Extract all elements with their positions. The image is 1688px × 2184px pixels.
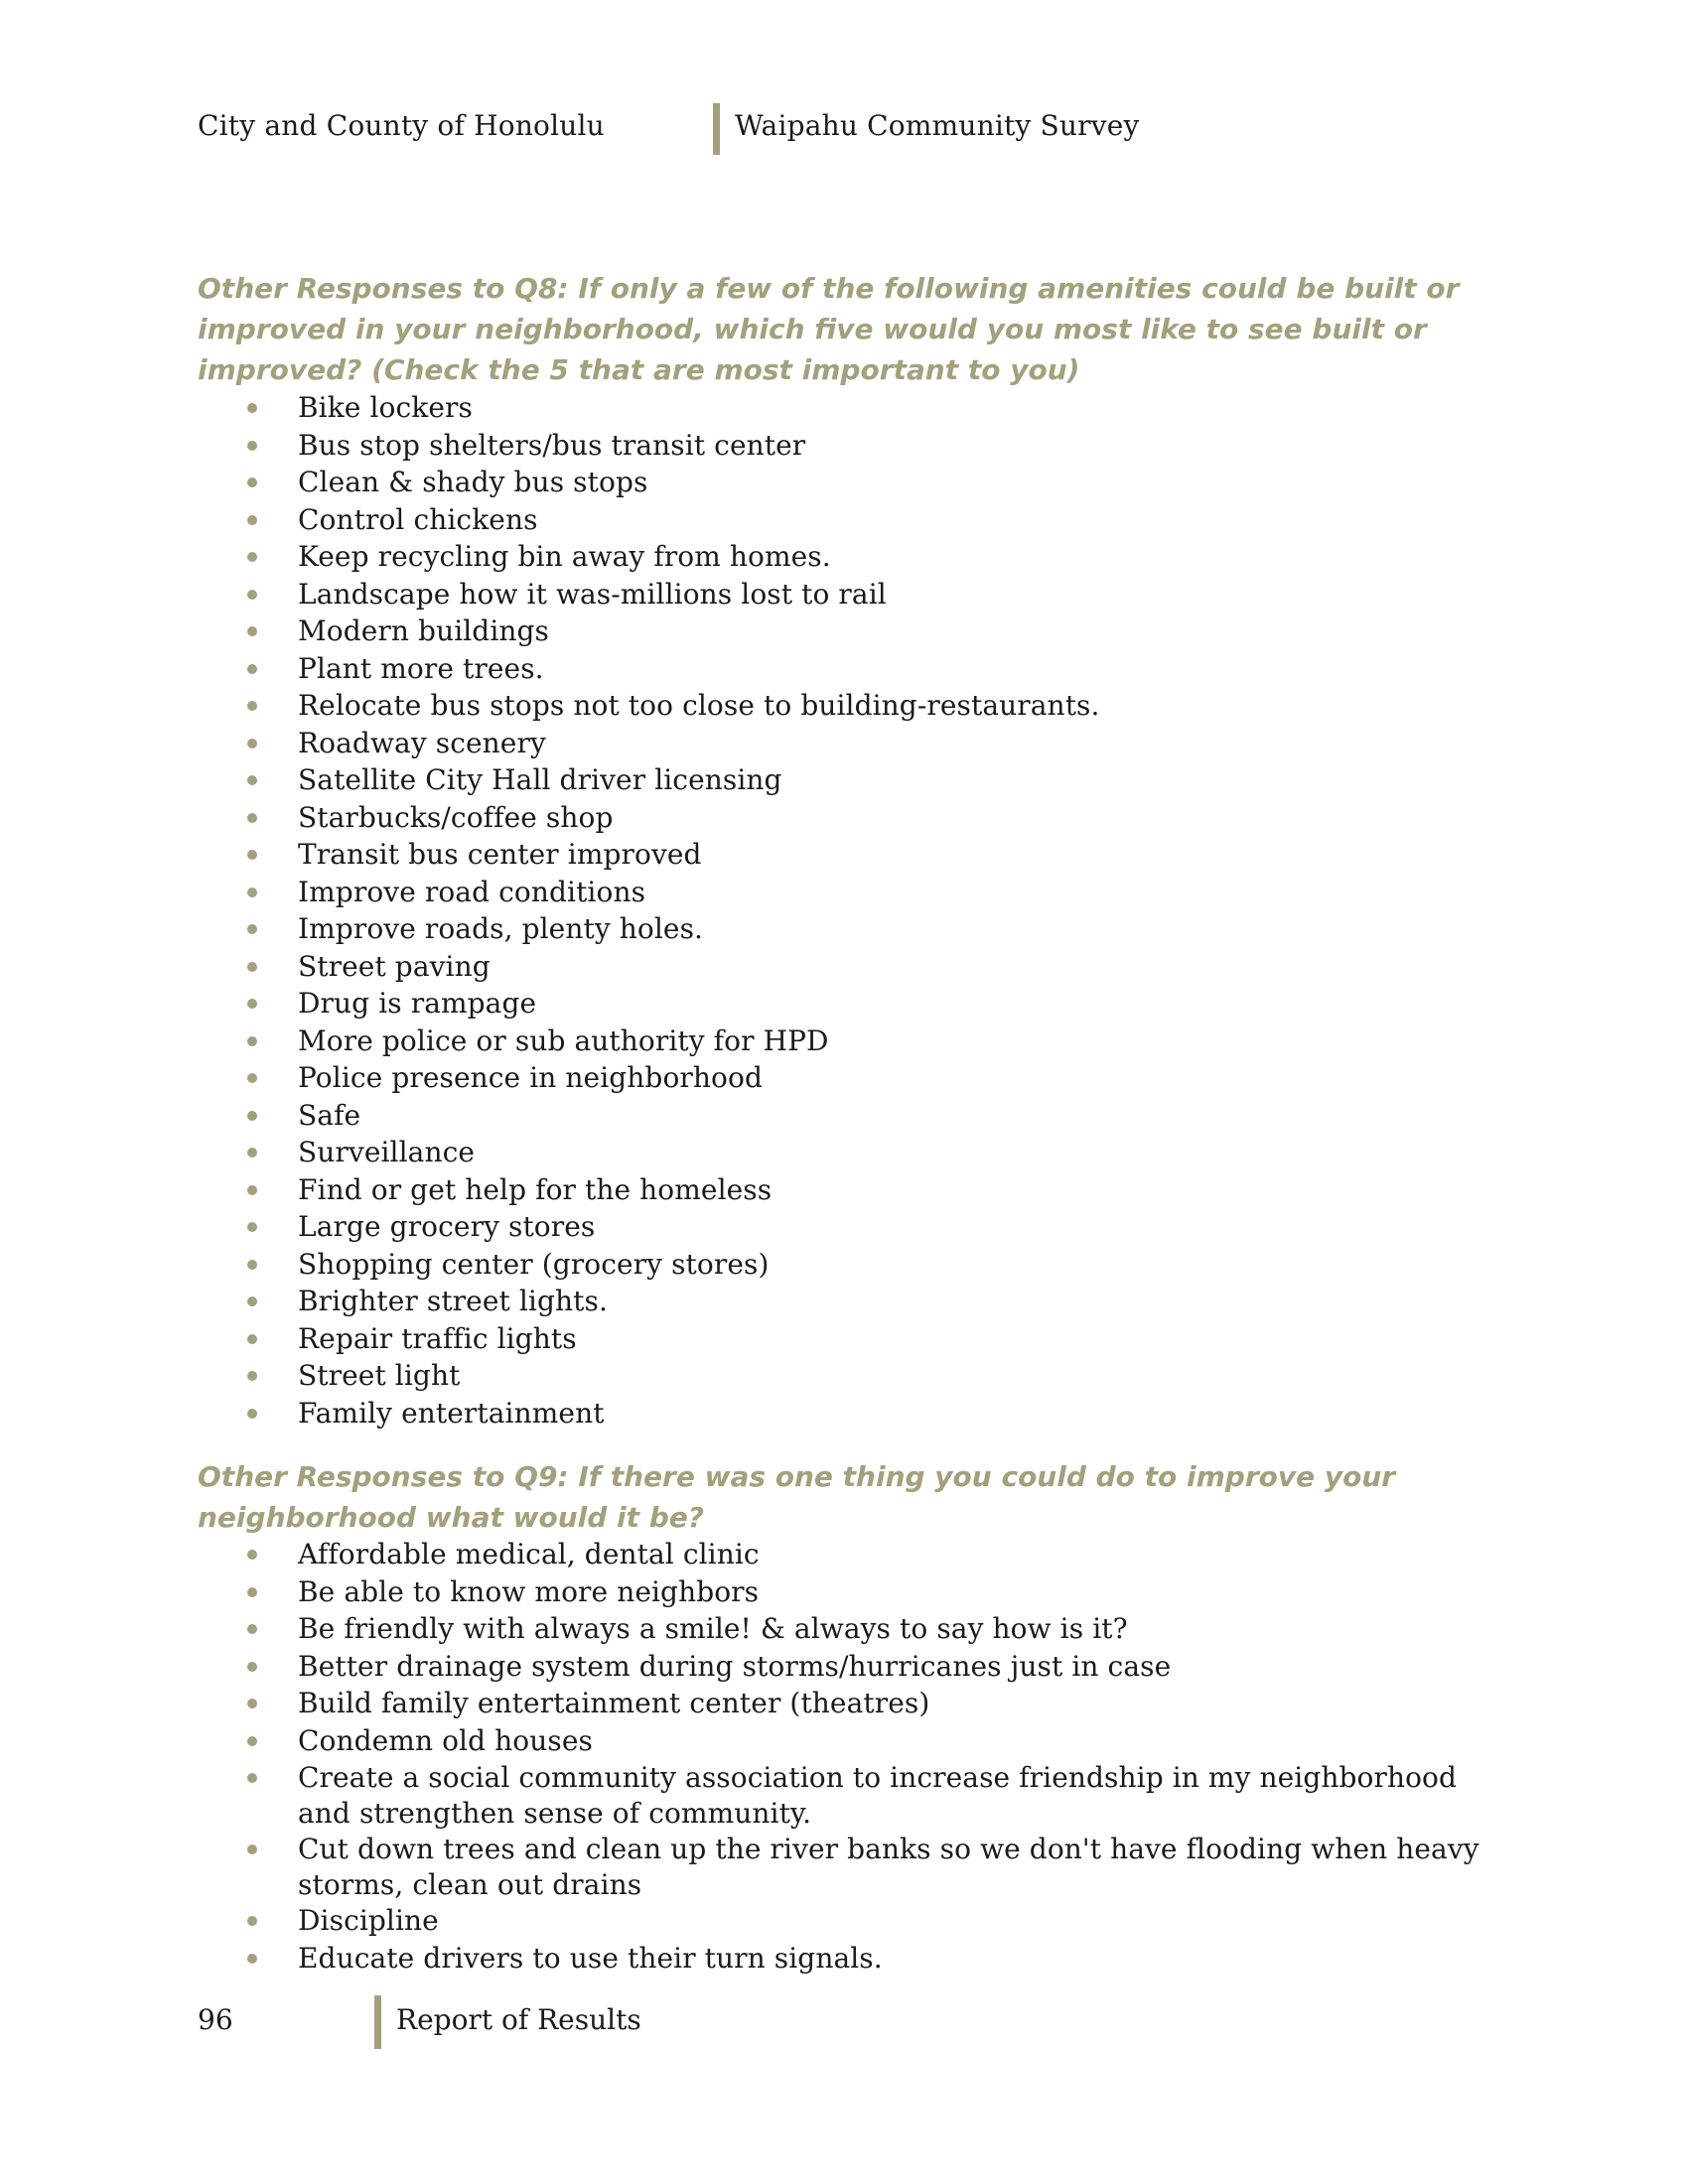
list-item-text: Condemn old houses	[298, 1723, 593, 1757]
list-item	[198, 538, 1498, 576]
list-item	[198, 1357, 1498, 1395]
list-item	[198, 910, 1498, 948]
list-item-text: Find or get help for the homeless	[298, 1172, 773, 1206]
list-item-text: Be friendly with always a smile! & always to say how is it?	[298, 1612, 1128, 1645]
list-item-text: Repair traffic lights	[298, 1321, 577, 1355]
list-item	[198, 1686, 1498, 1723]
bullet-icon	[247, 1260, 257, 1270]
list-item	[198, 1320, 1498, 1358]
page-header	[198, 103, 1488, 155]
bullet-icon	[247, 1297, 257, 1306]
list-item	[198, 1059, 1498, 1097]
list-item-text: Affordable medical, dental clinic	[298, 1538, 760, 1570]
list-item	[198, 576, 1498, 614]
list-item-text: Bike lockers	[298, 391, 473, 424]
list-item-text: Build family entertainment center (theatres)	[298, 1687, 930, 1719]
bullet-icon	[247, 664, 257, 674]
list-item	[198, 1723, 1498, 1761]
list-item-text: Be able to know more neighbors	[298, 1574, 760, 1608]
list-item	[198, 725, 1498, 762]
bullet-icon	[247, 478, 257, 487]
q8-response-list	[198, 389, 1498, 1432]
list-item	[198, 501, 1498, 539]
bullet-icon	[247, 887, 257, 897]
bullet-icon	[247, 1409, 257, 1419]
header-divider	[713, 103, 720, 155]
bullet-icon	[247, 1148, 257, 1158]
list-item	[198, 1574, 1498, 1612]
list-item-text: Police presence in neighborhood	[298, 1061, 763, 1094]
list-item-text: More police or sub authority for HPD	[298, 1024, 829, 1057]
list-item-text: Cut down trees and clean up the river banks so we don't have flooding when heavy storms, clean out drains	[298, 1833, 1479, 1901]
list-item-text: Transit bus center improved	[298, 838, 702, 871]
list-item	[198, 613, 1498, 650]
header-document-title: Waipahu Community Survey	[735, 109, 1140, 142]
list-item	[198, 464, 1498, 501]
list-item-text: Starbucks/coffee shop	[298, 800, 614, 834]
header-organization: City and County of Honolulu	[198, 109, 605, 142]
list-item	[198, 1208, 1498, 1246]
bullet-icon	[247, 775, 257, 785]
list-item-text: Modern buildings	[298, 614, 550, 647]
bullet-icon	[247, 1624, 257, 1634]
list-item-text: Plant more trees.	[298, 651, 544, 685]
list-item-text: Surveillance	[298, 1136, 476, 1168]
list-item-text: Satellite City Hall driver licensing	[298, 763, 782, 796]
list-item-text: Clean & shady bus stops	[298, 466, 648, 498]
list-item-text: Shopping center (grocery stores)	[298, 1247, 770, 1281]
bullet-icon	[247, 813, 257, 823]
list-item-text: Street light	[298, 1359, 461, 1392]
list-item	[198, 1395, 1498, 1433]
footer-divider	[374, 1995, 381, 2049]
q9-response-list	[198, 1537, 1498, 1978]
list-item	[198, 836, 1498, 874]
list-item-text: Landscape how it was-millions lost to rail	[298, 577, 887, 611]
list-item-text: Roadway scenery	[298, 726, 546, 759]
list-item-text: Street paving	[298, 949, 491, 983]
bullet-icon	[247, 924, 257, 934]
bullet-icon	[247, 1736, 257, 1746]
list-item	[198, 761, 1498, 799]
bullet-icon	[247, 1111, 257, 1121]
bullet-icon	[247, 1662, 257, 1672]
list-item	[198, 687, 1498, 725]
bullet-icon	[247, 1773, 257, 1783]
bullet-icon	[247, 1699, 257, 1708]
list-item	[198, 1903, 1498, 1941]
list-item	[198, 874, 1498, 911]
bullet-icon	[247, 1073, 257, 1083]
list-item	[198, 1537, 1498, 1574]
bullet-icon	[247, 403, 257, 413]
list-item	[198, 389, 1498, 427]
bullet-icon	[247, 1036, 257, 1046]
bullet-icon	[247, 1371, 257, 1381]
list-item	[198, 1941, 1498, 1979]
list-item	[198, 427, 1498, 465]
list-item-text: Large grocery stores	[298, 1210, 596, 1243]
list-item	[198, 1097, 1498, 1135]
list-item	[198, 985, 1498, 1023]
list-item-text: Improve roads, plenty holes.	[298, 912, 704, 945]
list-item-text: Control chickens	[298, 502, 538, 536]
q9-heading: Other Responses to Q9: If there was one thing you could do to improve your neighborhood what would it be?	[198, 1460, 1396, 1534]
list-item-text: Create a social community association to increase friendship in my neighborhood and strengthen sense of community.	[298, 1761, 1458, 1830]
list-item-text: Educate drivers to use their turn signals.	[298, 1941, 883, 1975]
bullet-icon	[247, 739, 257, 749]
bullet-icon	[247, 590, 257, 600]
list-item	[198, 650, 1498, 688]
bullet-icon	[247, 1185, 257, 1195]
page-number: 96	[198, 2003, 233, 2036]
bullet-icon	[247, 1916, 257, 1926]
bullet-icon	[247, 515, 257, 525]
bullet-icon	[247, 552, 257, 562]
list-item-text: Improve road conditions	[298, 875, 646, 908]
list-item-text: Keep recycling bin away from homes.	[298, 540, 831, 573]
bullet-icon	[247, 1550, 257, 1560]
bullet-icon	[247, 1222, 257, 1232]
list-item-text: Safe	[298, 1098, 361, 1132]
bullet-icon	[247, 850, 257, 860]
list-item-text: Discipline	[298, 1904, 439, 1937]
bullet-icon	[247, 999, 257, 1009]
list-item-text: Bus stop shelters/bus transit center	[298, 428, 806, 462]
page-footer	[198, 1995, 893, 2049]
list-item	[198, 799, 1498, 837]
list-item-text: Brighter street lights.	[298, 1285, 608, 1317]
bullet-icon	[247, 962, 257, 972]
bullet-icon	[247, 1587, 257, 1597]
list-item-text: Family entertainment	[298, 1396, 605, 1430]
list-item	[198, 1649, 1498, 1687]
q8-heading: Other Responses to Q8: If only a few of the following amenities could be built or improved in your neighborhood, which five would you most like to see built or improved? (Check the 5 that are most important to you)	[198, 272, 1460, 386]
footer-title: Report of Results	[396, 2003, 641, 2036]
bullet-icon	[247, 626, 257, 636]
bullet-icon	[247, 441, 257, 451]
list-item-text: Relocate bus stops not too close to building-restaurants.	[298, 689, 1100, 722]
list-item	[198, 1134, 1498, 1171]
bullet-icon	[247, 1954, 257, 1964]
list-item	[198, 1832, 1498, 1903]
list-item	[198, 948, 1498, 986]
list-item	[198, 1760, 1498, 1832]
bullet-icon	[247, 1844, 257, 1854]
bullet-icon	[247, 1334, 257, 1344]
list-item	[198, 1246, 1498, 1284]
bullet-icon	[247, 701, 257, 711]
list-item	[198, 1171, 1498, 1209]
list-item	[198, 1023, 1498, 1060]
list-item	[198, 1611, 1498, 1649]
list-item-text: Better drainage system during storms/hurricanes just in case	[298, 1649, 1172, 1683]
list-item-text: Drug is rampage	[298, 987, 537, 1020]
list-item	[198, 1283, 1498, 1320]
